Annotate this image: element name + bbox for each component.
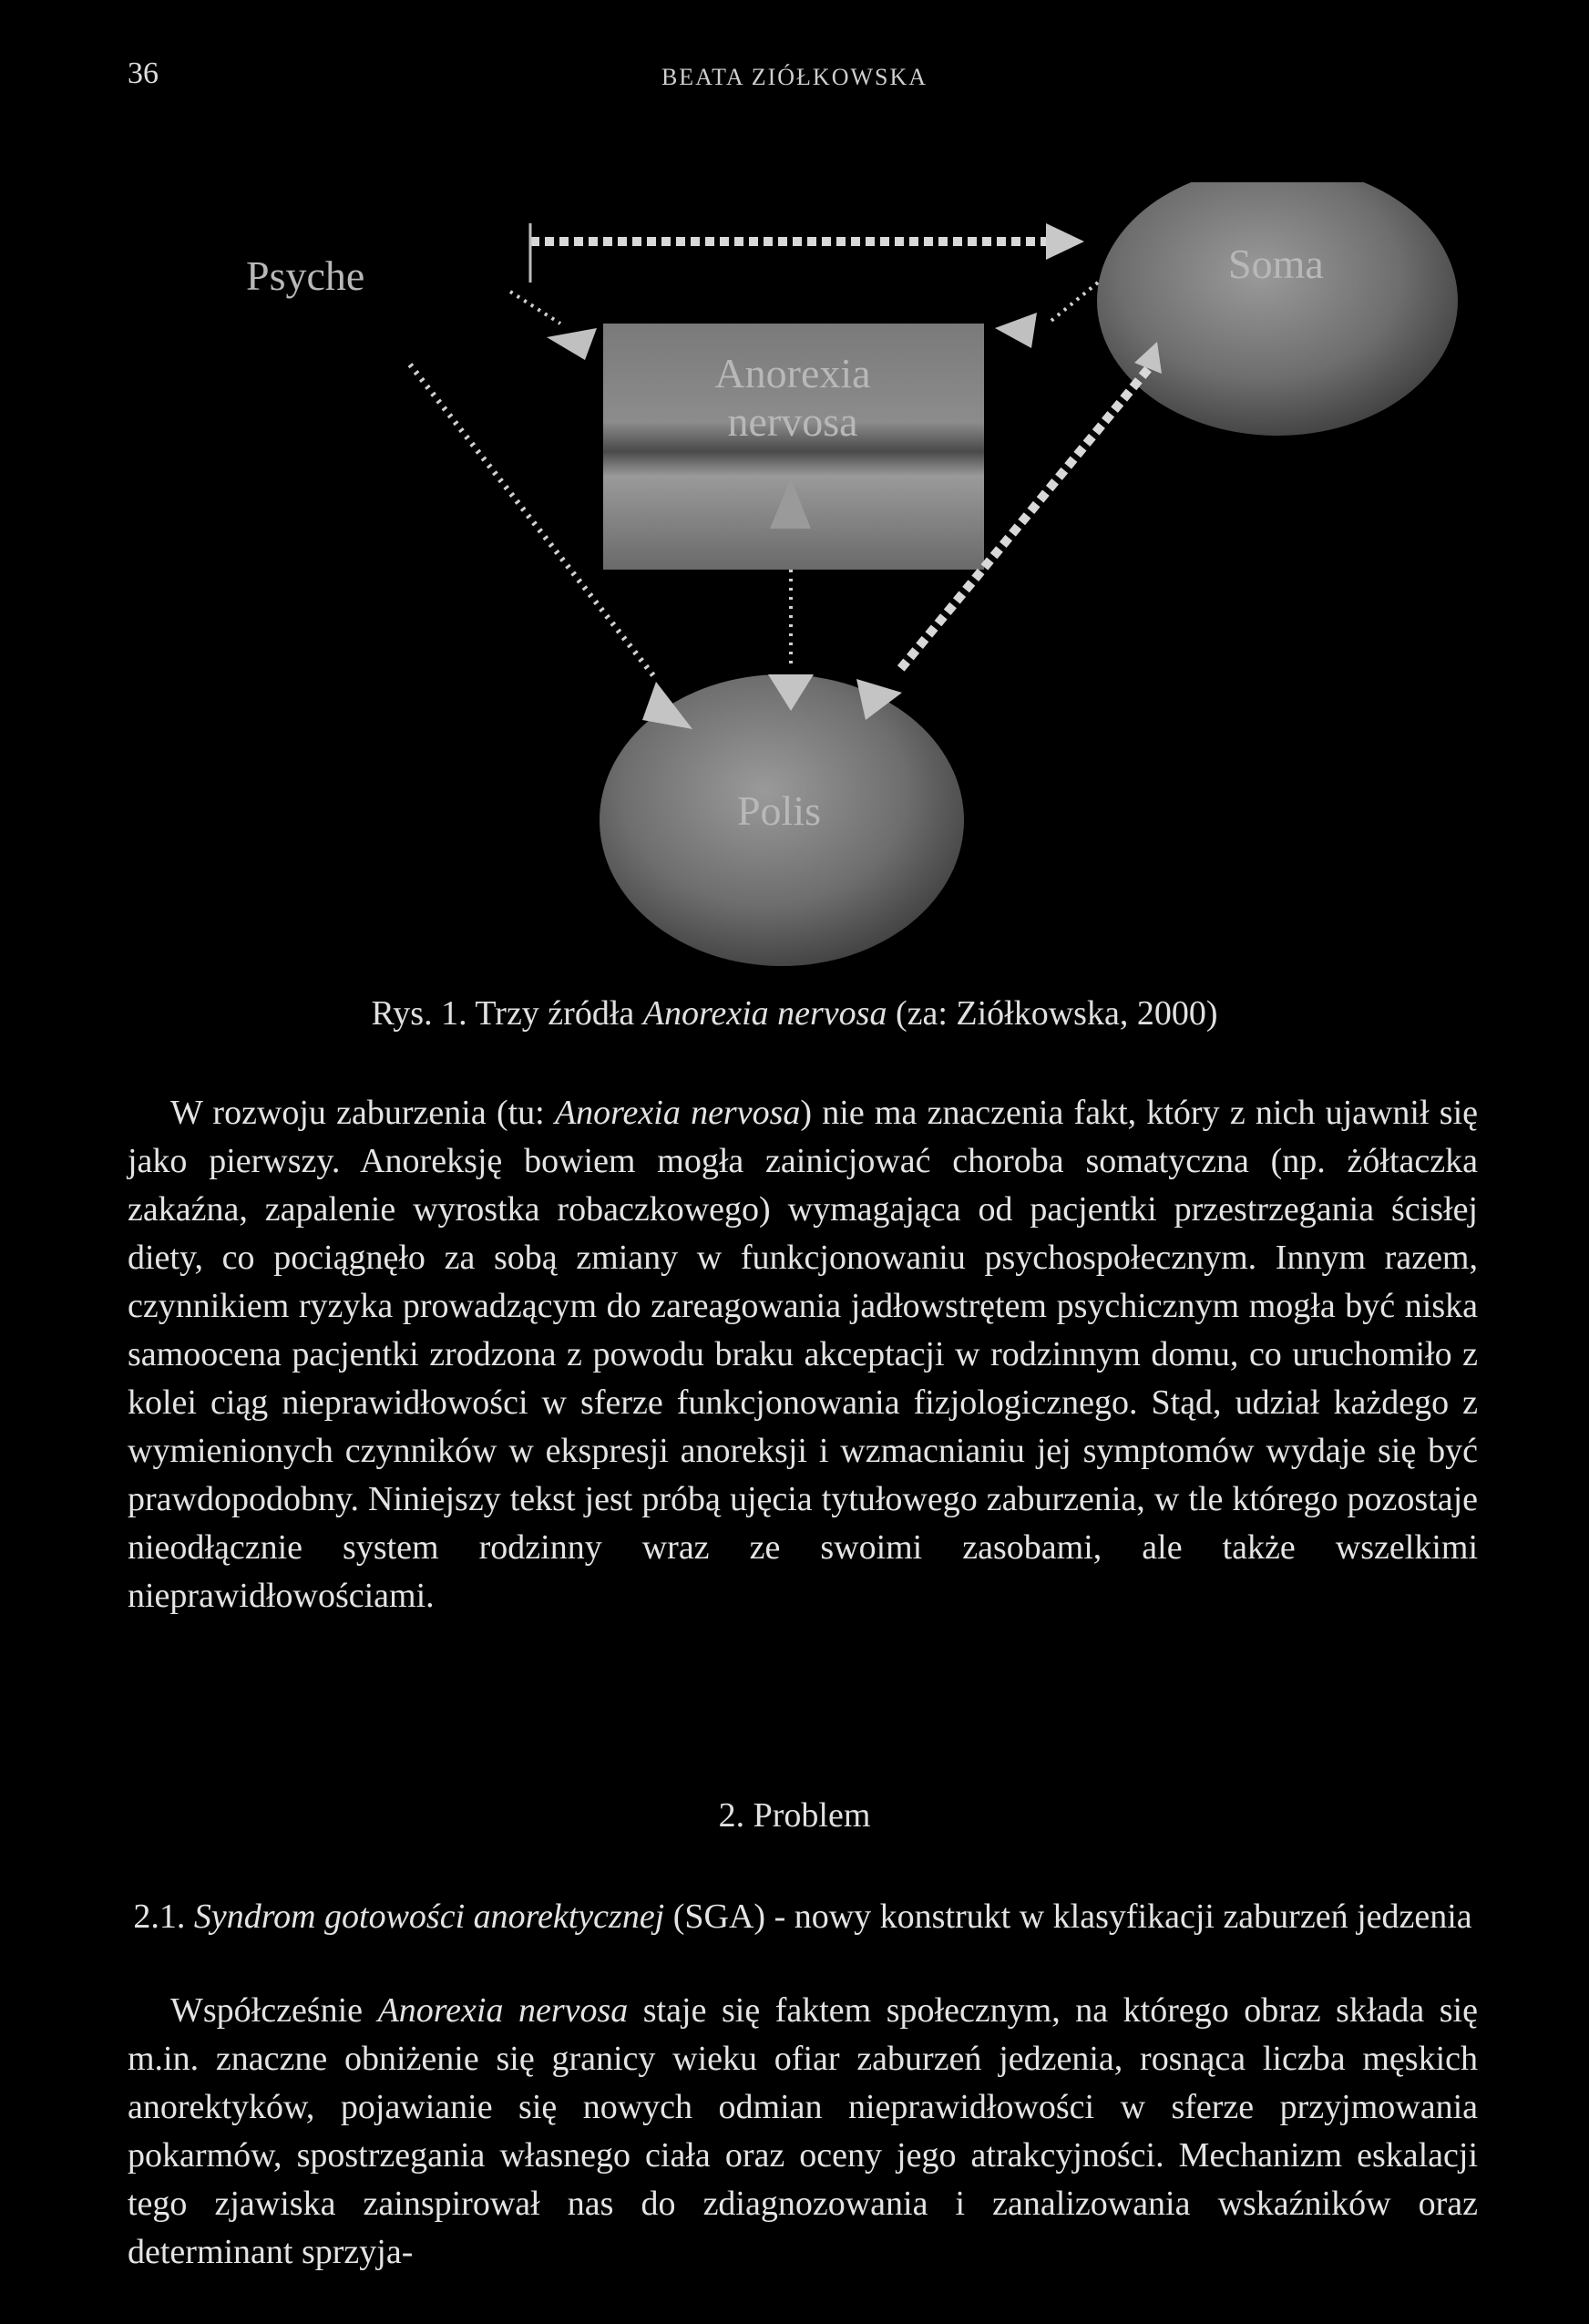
paragraph-1-seg1: W rozwoju zaburzenia (tu:	[170, 1094, 555, 1132]
figure-caption	[0, 993, 1589, 1033]
caption-suffix: (za: Ziółkowska, 2000)	[887, 994, 1218, 1033]
section-heading: 2. Problem	[718, 1796, 871, 1835]
three-sources-diagram	[228, 182, 1485, 975]
subsection-italic-title: Syndrom gotowości anorektycznej	[193, 1897, 665, 1936]
paragraph-2-italic: Anorexia nervosa	[377, 1991, 629, 2030]
soma-label: Soma	[1228, 241, 1324, 287]
subsection-heading	[128, 1893, 1478, 1940]
paragraph-1-italic: Anorexia nervosa	[554, 1094, 801, 1132]
subsection-rest: (SGA) - nowy konstrukt w klasyfikacji zaburzeń jedzenia	[664, 1897, 1472, 1936]
anorexia-label-line2: nervosa	[727, 398, 858, 445]
psyche-label: Psyche	[246, 252, 365, 299]
page-number: 36	[128, 57, 159, 90]
polis-label: Polis	[736, 787, 822, 834]
subsection-number: 2.1.	[133, 1897, 194, 1936]
arrowhead-anorexia-left	[547, 328, 597, 360]
caption-italic: Anorexia nervosa	[642, 994, 887, 1033]
running-head: BEATA ZIÓŁKOWSKA	[661, 64, 928, 90]
paragraph-2	[128, 1987, 1478, 2277]
arrowhead-anorexia-right	[995, 313, 1037, 348]
paragraph-2-seg1: Współcześnie	[170, 1991, 378, 2030]
paragraph-1	[128, 1089, 1478, 1620]
arrowhead-soma-top	[1046, 223, 1084, 260]
psyche-anorexia-arrow	[510, 292, 560, 324]
paragraph-1-seg2: ) nie ma znaczenia fakt, który z nich ujawnił się jako pierwszy. Anoreksję bowiem mogła zainicjować choroba somatyczna (np. żółtaczka zakaźna, zapalenie wyrostka robaczkowego) wymagająca od pacjentki przestrzegania ścisłej diety, co pociągnęło za sobą zmiany w funkcjonowaniu psychospołecznym. Innym razem, czynnikiem ryzyka prowadzącym do zareagowania jadłowstrętem psychicznym mogła być niska samoocena pacjentki zrodzona z powodu braku akceptacji w rodzinnym domu, co uruchomiło z kolei ciąg nieprawidłowości w sferze funkcjonowania fizjologicznego. Stąd, udział każdego z wymienionych czynników w ekspresji anoreksji i wzmacnianiu jej symptomów wydaje się być prawdopodobny. Niniejszy tekst jest próbą ujęcia tytułowego zaburzenia, w tle którego pozostaje nieodłącznie system rodzinny wraz ze swoimi zasobami, ale także wszelkimi nieprawidłowościami.	[128, 1094, 1478, 1615]
soma-anorexia-arrow	[1048, 283, 1098, 324]
caption-prefix: Rys. 1. Trzy źródła	[371, 994, 643, 1033]
paragraph-2-seg2: staje się faktem społecznym, na którego obraz składa się m.in. znaczne obniżenie się granicy wieku ofiar zaburzeń jedzenia, rosnąca liczba męskich anorektyków, pojawianie się nowych odmian nieprawidłowości w sferze przyjmowania pokarmów, spostrzegania własnego ciała oraz oceny jego atrakcyjności. Mechanizm eskalacji tego zjawiska zainspirował nas do zdiagnozowania i zanalizowania wskaźników oraz determinant sprzyja-	[128, 1991, 1478, 2271]
anorexia-label-line1: Anorexia	[714, 350, 871, 396]
soma-ellipse	[1097, 182, 1458, 436]
